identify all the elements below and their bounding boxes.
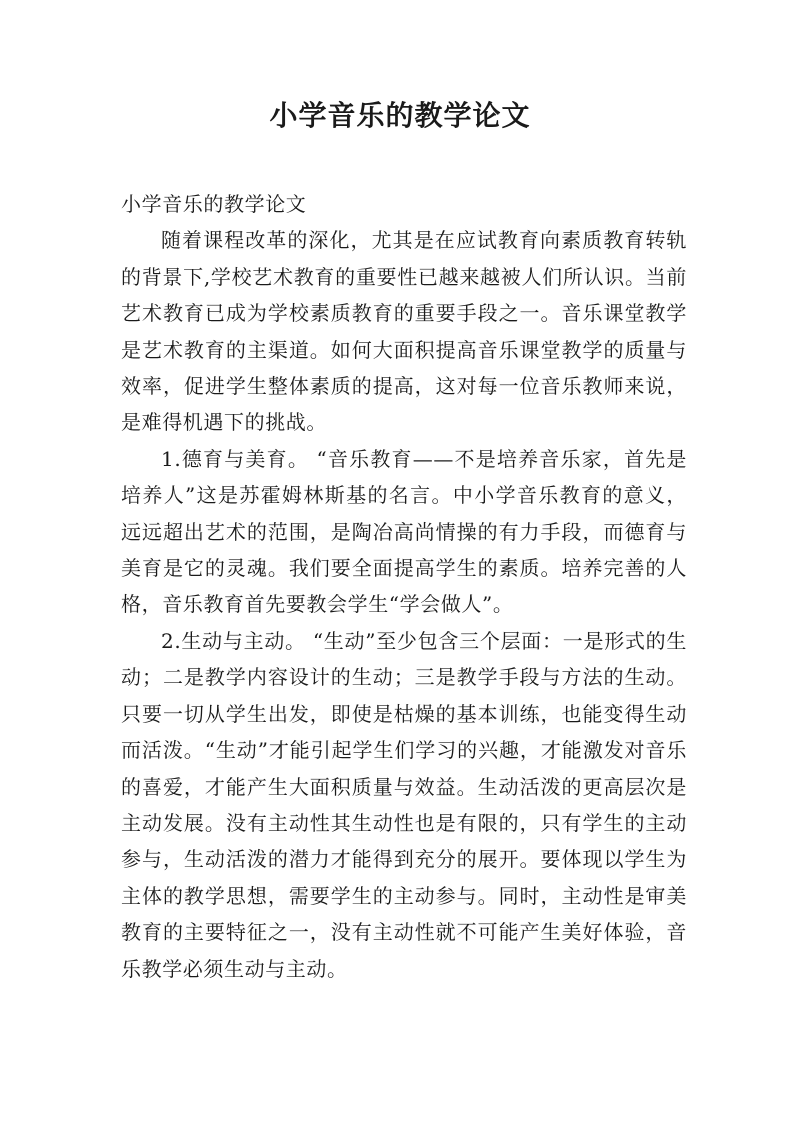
paragraph-intro: 随着课程改革的深化，尤其是在应试教育向素质教育转轨的背景下,学校艺术教育的重要性已越来越被人们所认识。当前艺术教育已成为学校素质教育的重要手段之一。音乐课堂教学是艺术教育的主渠道。如何大面积提高音乐课堂教学的质量与效率，促进学生整体素质的提高，这对每一位音乐教师来说，是难得机遇下的挑战。: [121, 228, 687, 435]
document-body: [121, 186, 687, 987]
paragraph-vivid-active: 2.生动与主动。 “生动”至少包含三个层面：一是形式的生动；二是教学内容设计的生动；三是教学手段与方法的生动。只要一切从学生出发，即使是枯燥的基本训练，也能变得生动而活泼。“生动”才能引起学生们学习的兴趣，才能激发对音乐的喜爱，才能产生大面积质量与效益。生动活泼的更高层次是主动发展。没有主动性其生动性也是有限的，只有学生的主动参与，生动活泼的潜力才能得到充分的展开。要体现以学生为主体的教学思想，需要学生的主动参与。同时，主动性是审美教育的主要特征之一，没有主动性就不可能产生美好体验，音乐教学必须生动与主动。: [121, 628, 687, 981]
paragraph-moral-aesthetic: 1.德育与美育。 “音乐教育——不是培养音乐家，首先是培养人”这是苏霍姆林斯基的名言。中小学音乐教育的意义，远远超出艺术的范围，是陶冶高尚情操的有力手段，而德育与美育是它的灵魂。我们要全面提高学生的素质。培养完善的人格，音乐教育首先要教会学生“学会做人”。: [121, 446, 687, 617]
document-subtitle: 小学音乐的教学论文: [121, 192, 307, 216]
page-title: 小学音乐的教学论文: [269, 99, 531, 132]
